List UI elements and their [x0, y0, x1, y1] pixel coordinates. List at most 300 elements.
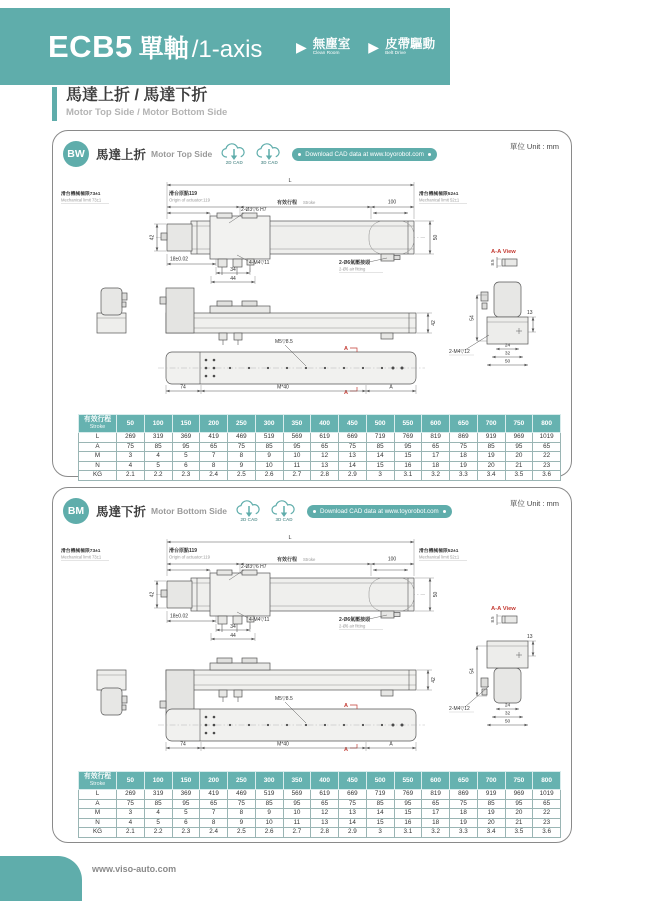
stroke-column-header: 600: [422, 415, 450, 433]
page-title: [48, 29, 262, 65]
svg-text:M5▽8.5: M5▽8.5: [275, 339, 293, 345]
unit-label: 單位 Unit : mm: [509, 142, 559, 151]
table-cell: 3.2: [422, 471, 450, 481]
table-cell: 9: [228, 461, 256, 471]
badge-clean-room-en: Clean Room: [312, 50, 340, 56]
product-type-zh: 單軸: [138, 34, 189, 63]
table-cell: 11: [283, 818, 311, 828]
table-cell: 769: [394, 790, 422, 800]
table-cell: 8: [228, 452, 256, 462]
table-cell: 3.2: [422, 828, 450, 838]
stroke-column-header: 350: [283, 415, 311, 433]
table-cell: 75: [339, 799, 367, 809]
table-cell: 3.4: [477, 471, 505, 481]
stroke-column-header: 600: [422, 772, 450, 790]
table-cell: 15: [394, 809, 422, 819]
table-cell: 1019: [533, 790, 561, 800]
table-cell: 3.3: [450, 828, 478, 838]
table-cell: 20: [505, 452, 533, 462]
table-cell: 12: [311, 452, 339, 462]
table-row: [79, 799, 561, 809]
table-cell: 5: [144, 818, 172, 828]
table-cell: 65: [533, 799, 561, 809]
svg-text:L: L: [288, 535, 292, 541]
svg-text:50: 50: [433, 591, 439, 598]
svg-text:2-Ø6 air fitting: 2-Ø6 air fitting: [339, 623, 366, 629]
table-cell: 95: [505, 799, 533, 809]
table-cell: 4: [144, 452, 172, 462]
svg-text:2-Ø6氣壓接頭: 2-Ø6氣壓接頭: [339, 617, 371, 623]
stroke-column-header: 100: [144, 415, 172, 433]
table-cell: 65: [422, 442, 450, 452]
table-cell: 569: [283, 790, 311, 800]
svg-text:32: 32: [504, 711, 511, 717]
table-row: [79, 452, 561, 462]
table-cell: 2.5: [228, 828, 256, 838]
unit-label: 單位 Unit : mm: [509, 499, 559, 508]
svg-text:34: 34: [230, 267, 236, 273]
table-cell: 369: [172, 790, 200, 800]
table-cell: 9: [228, 818, 256, 828]
stroke-column-header: 100: [144, 772, 172, 790]
table-cell: 65: [311, 442, 339, 452]
table-cell: 15: [366, 818, 394, 828]
table-cell: 2.1: [117, 471, 145, 481]
table-cell: 23: [533, 461, 561, 471]
svg-text:8.5: 8.5: [490, 259, 495, 266]
table-row: [79, 828, 561, 838]
table-cell: 95: [394, 442, 422, 452]
table-cell: 6: [172, 461, 200, 471]
table-cell: 419: [200, 790, 228, 800]
table-cell: 19: [450, 461, 478, 471]
svg-text:滑台原點119: 滑台原點119: [169, 191, 198, 197]
table-cell: 369: [172, 433, 200, 443]
table-cell: 3.5: [505, 828, 533, 838]
svg-text:Mechanical limit 73±1: Mechanical limit 73±1: [61, 554, 102, 560]
cad-3d-label: 3D CAD: [275, 517, 293, 522]
svg-text:M*40: M*40: [277, 741, 289, 748]
table-cell: 869: [450, 433, 478, 443]
stroke-column-header: 250: [228, 415, 256, 433]
table-cell: 3.6: [533, 828, 561, 838]
stroke-column-header: 150: [172, 415, 200, 433]
table-cell: 10: [283, 452, 311, 462]
svg-text:滑台機械極限73±1: 滑台機械極限73±1: [61, 192, 101, 197]
table-cell: 3: [366, 828, 394, 838]
svg-text:M5▽8.5: M5▽8.5: [275, 696, 293, 702]
section-title: [52, 87, 227, 121]
table-cell: 75: [228, 799, 256, 809]
footer-accent-block: [0, 856, 82, 901]
technical-drawing-motor-top: [53, 169, 573, 414]
table-cell: 85: [255, 799, 283, 809]
stroke-column-header: 200: [200, 772, 228, 790]
stroke-column-header: 700: [477, 772, 505, 790]
cad-3d-download[interactable]: [256, 143, 282, 165]
technical-drawing-motor-bottom: [53, 526, 573, 771]
stroke-table: [78, 414, 561, 481]
table-cell: 8: [200, 818, 228, 828]
table-cell: 65: [422, 799, 450, 809]
table-cell: 3.3: [450, 471, 478, 481]
table-cell: 15: [394, 452, 422, 462]
stroke-column-header: 200: [200, 415, 228, 433]
arrow-right-icon: ▶: [296, 38, 307, 55]
table-cell: 10: [255, 818, 283, 828]
table-cell: 3.5: [505, 471, 533, 481]
table-cell: 3: [366, 471, 394, 481]
stroke-column-header: 250: [228, 772, 256, 790]
table-cell: 75: [450, 799, 478, 809]
svg-text:50: 50: [504, 359, 511, 365]
panel-header: [63, 138, 559, 170]
table-cell: 719: [366, 433, 394, 443]
svg-text:4-M4▽11: 4-M4▽11: [249, 617, 270, 623]
table-row: [79, 471, 561, 481]
table-cell: 75: [228, 442, 256, 452]
svg-text:2-Ø6氣壓接頭: 2-Ø6氣壓接頭: [339, 260, 371, 266]
table-cell: 3.1: [394, 471, 422, 481]
table-cell: 7: [200, 809, 228, 819]
svg-text:8.5: 8.5: [490, 616, 495, 623]
svg-text:滑台原點119: 滑台原點119: [169, 548, 198, 554]
table-cell: 269: [117, 790, 145, 800]
stroke-column-header: 550: [394, 772, 422, 790]
svg-text:54: 54: [469, 668, 476, 674]
svg-text:74: 74: [180, 384, 186, 391]
svg-text:74: 74: [180, 741, 186, 748]
stroke-column-header: 700: [477, 415, 505, 433]
badge-belt-drive: [368, 36, 435, 56]
table-cell: 95: [283, 799, 311, 809]
table-cell: 95: [172, 442, 200, 452]
table-cell: 969: [505, 433, 533, 443]
table-cell: 2.6: [255, 828, 283, 838]
footer-url: www.viso-auto.com: [92, 864, 177, 874]
pill-dot: [428, 153, 431, 156]
table-row: [79, 809, 561, 819]
download-cad-label: Download CAD data at www.toyorobot.com: [305, 150, 424, 158]
table-cell: 85: [477, 799, 505, 809]
table-row: [79, 442, 561, 452]
stroke-column-header: 450: [339, 772, 367, 790]
table-cell: 95: [172, 799, 200, 809]
stroke-column-header: 450: [339, 415, 367, 433]
table-cell: 23: [533, 818, 561, 828]
download-cad-label: Download CAD data at www.toyorobot.com: [320, 507, 439, 515]
svg-text:50: 50: [433, 234, 439, 241]
table-cell: 319: [144, 433, 172, 443]
row-label: M: [79, 452, 117, 462]
row-label: N: [79, 818, 117, 828]
row-label: L: [79, 433, 117, 443]
stroke-column-header: 500: [366, 772, 394, 790]
svg-text:42: 42: [149, 591, 156, 598]
stroke-header-cell: 有效行程 Stroke: [79, 415, 117, 433]
svg-text:42: 42: [431, 320, 437, 326]
table-cell: 469: [228, 433, 256, 443]
table-cell: 2.2: [144, 471, 172, 481]
row-label: L: [79, 790, 117, 800]
stroke-column-header: 300: [255, 415, 283, 433]
svg-text:32: 32: [504, 351, 511, 357]
stroke-column-header: 800: [533, 772, 561, 790]
svg-text:2-Ø3▽6 H7: 2-Ø3▽6 H7: [241, 564, 267, 570]
download-cad-button[interactable]: [292, 148, 437, 161]
table-cell: 669: [339, 433, 367, 443]
svg-text:Mechanical limit 52±1: Mechanical limit 52±1: [419, 197, 460, 203]
table-row: [79, 433, 561, 443]
download-cad-button[interactable]: [307, 505, 452, 518]
table-cell: 819: [422, 433, 450, 443]
table-row: [79, 461, 561, 471]
table-cell: 65: [533, 442, 561, 452]
table-cell: 85: [477, 442, 505, 452]
svg-text:2-Ø3▽6 H7: 2-Ø3▽6 H7: [241, 207, 267, 213]
table-cell: 20: [477, 461, 505, 471]
table-cell: 2.6: [255, 471, 283, 481]
svg-text:Mechanical limit 52±1: Mechanical limit 52±1: [419, 554, 460, 560]
table-cell: 95: [505, 442, 533, 452]
svg-text:2-M4▽12: 2-M4▽12: [449, 349, 470, 355]
table-cell: 919: [477, 790, 505, 800]
stroke-column-header: 50: [117, 772, 145, 790]
table-cell: 2.1: [117, 828, 145, 838]
table-cell: 619: [311, 433, 339, 443]
table-cell: 14: [339, 461, 367, 471]
table-cell: 19: [477, 452, 505, 462]
table-cell: 85: [366, 799, 394, 809]
table-cell: 819: [422, 790, 450, 800]
table-cell: 7: [200, 452, 228, 462]
cad-2d-label: 2D CAD: [225, 160, 243, 165]
panel-code-badge: BM: [63, 498, 89, 524]
table-cell: 2.8: [311, 471, 339, 481]
svg-text:24: 24: [504, 343, 511, 349]
stroke-column-header: 750: [505, 772, 533, 790]
table-cell: 16: [394, 461, 422, 471]
table-cell: 3: [117, 452, 145, 462]
stroke-table-motor-top: [78, 414, 561, 481]
table-cell: 85: [366, 442, 394, 452]
table-cell: 569: [283, 433, 311, 443]
table-cell: 85: [144, 442, 172, 452]
stroke-table: [78, 771, 561, 838]
table-cell: 22: [533, 452, 561, 462]
table-cell: 75: [339, 442, 367, 452]
table-cell: 8: [228, 809, 256, 819]
table-cell: 13: [311, 461, 339, 471]
table-cell: 21: [505, 461, 533, 471]
stroke-column-header: 350: [283, 772, 311, 790]
svg-text:34: 34: [230, 624, 236, 630]
pill-dot: [313, 510, 316, 513]
table-cell: 17: [422, 809, 450, 819]
stroke-column-header: 50: [117, 415, 145, 433]
svg-text:有效行程: 有效行程: [277, 200, 298, 206]
stroke-column-header: 650: [450, 415, 478, 433]
section-title-zh: 馬達上折 / 馬達下折: [66, 87, 208, 104]
cloud-download-icon: [221, 143, 247, 161]
table-cell: 919: [477, 433, 505, 443]
table-cell: 75: [450, 442, 478, 452]
table-cell: 14: [339, 818, 367, 828]
svg-text:Stroke: Stroke: [303, 200, 316, 205]
table-cell: 2.7: [283, 828, 311, 838]
svg-text:42: 42: [149, 234, 156, 241]
svg-text:2-M4▽12: 2-M4▽12: [449, 706, 470, 712]
cad-2d-label: 2D CAD: [240, 517, 258, 522]
table-cell: 2.9: [339, 828, 367, 838]
table-cell: 12: [311, 809, 339, 819]
table-cell: 719: [366, 790, 394, 800]
svg-text:L: L: [288, 178, 292, 184]
svg-text:24: 24: [504, 703, 511, 709]
table-cell: 75: [117, 442, 145, 452]
svg-text:A-A View: A-A View: [491, 249, 516, 255]
svg-text:A: A: [344, 703, 348, 709]
row-label: M: [79, 809, 117, 819]
table-cell: 13: [339, 452, 367, 462]
table-cell: 2.3: [172, 471, 200, 481]
table-cell: 20: [477, 818, 505, 828]
table-cell: 769: [394, 433, 422, 443]
stroke-column-header: 400: [311, 415, 339, 433]
table-cell: 9: [255, 809, 283, 819]
svg-text:44: 44: [230, 633, 236, 639]
svg-text:滑台機械極限52±1: 滑台機械極限52±1: [419, 192, 459, 197]
table-cell: 19: [450, 818, 478, 828]
table-cell: 16: [394, 818, 422, 828]
badge-belt-drive-zh: 皮帶驅動: [385, 36, 436, 51]
stroke-column-header: 750: [505, 415, 533, 433]
svg-text:4-M4▽11: 4-M4▽11: [249, 260, 270, 266]
table-cell: 669: [339, 790, 367, 800]
svg-text:滑台機械極限73±1: 滑台機械極限73±1: [61, 549, 101, 554]
svg-text:42: 42: [431, 677, 437, 683]
table-cell: 5: [144, 461, 172, 471]
table-cell: 8: [200, 461, 228, 471]
panel-code-badge: BW: [63, 141, 89, 167]
table-cell: 14: [366, 809, 394, 819]
table-cell: 2.5: [228, 471, 256, 481]
cad-3d-label: 3D CAD: [260, 160, 278, 165]
row-label: KG: [79, 828, 117, 838]
table-cell: 3.4: [477, 828, 505, 838]
table-cell: 65: [311, 799, 339, 809]
table-cell: 4: [144, 809, 172, 819]
table-cell: 2.3: [172, 828, 200, 838]
table-cell: 2.2: [144, 828, 172, 838]
stroke-table-motor-bottom: [78, 771, 561, 838]
badge-belt-drive-en: Belt Drive: [385, 50, 406, 56]
svg-text:A: A: [344, 747, 348, 753]
table-cell: 2.9: [339, 471, 367, 481]
table-cell: 5: [172, 809, 200, 819]
product-name: ECB5: [48, 28, 133, 64]
svg-text:Mechanical limit 73±1: Mechanical limit 73±1: [61, 197, 102, 203]
panel-header: [63, 495, 559, 527]
table-cell: 13: [311, 818, 339, 828]
cloud-download-icon: [236, 500, 262, 518]
table-cell: 65: [200, 799, 228, 809]
table-cell: 2.4: [200, 471, 228, 481]
table-cell: 10: [255, 461, 283, 471]
panel-title-en: Motor Top Side: [151, 149, 213, 159]
row-label: N: [79, 461, 117, 471]
table-cell: 3: [117, 809, 145, 819]
table-cell: 2.7: [283, 471, 311, 481]
table-row: [79, 818, 561, 828]
table-cell: 21: [505, 818, 533, 828]
panel-title-zh: 馬達上折: [96, 148, 147, 162]
svg-text:A-A View: A-A View: [491, 606, 516, 612]
table-cell: 75: [117, 799, 145, 809]
technical-drawing: [53, 526, 573, 771]
stroke-column-header: 650: [450, 772, 478, 790]
table-cell: 1019: [533, 433, 561, 443]
table-cell: 65: [200, 442, 228, 452]
table-cell: 10: [283, 809, 311, 819]
table-cell: 869: [450, 790, 478, 800]
cad-2d-download[interactable]: [221, 143, 247, 165]
cad-3d-download[interactable]: [271, 500, 297, 522]
svg-text:A: A: [389, 384, 393, 391]
product-type-en: /1-axis: [191, 35, 263, 63]
table-cell: 269: [117, 433, 145, 443]
svg-text:100: 100: [387, 556, 397, 563]
table-cell: 619: [311, 790, 339, 800]
cloud-download-icon: [256, 143, 282, 161]
table-cell: 519: [255, 433, 283, 443]
table-cell: 2.4: [200, 828, 228, 838]
table-cell: 9: [255, 452, 283, 462]
table-cell: 17: [422, 452, 450, 462]
table-cell: 519: [255, 790, 283, 800]
table-cell: 19: [477, 809, 505, 819]
svg-text:Origin of actuator:119: Origin of actuator:119: [169, 197, 211, 203]
stroke-column-header: 550: [394, 415, 422, 433]
panel-title-en: Motor Bottom Side: [151, 506, 228, 516]
stroke-column-header: 150: [172, 772, 200, 790]
svg-text:18±0.02: 18±0.02: [170, 613, 189, 620]
cad-2d-download[interactable]: [236, 500, 262, 522]
feature-badges: [296, 36, 435, 56]
table-cell: 15: [366, 461, 394, 471]
table-cell: 4: [117, 818, 145, 828]
panel-motor-top-side: [52, 130, 572, 477]
badge-clean-room: [296, 36, 350, 56]
table-cell: 6: [172, 818, 200, 828]
svg-text:Origin of actuator:119: Origin of actuator:119: [169, 554, 211, 560]
svg-text:M*40: M*40: [277, 384, 289, 391]
table-cell: 18: [422, 461, 450, 471]
pill-dot: [443, 510, 446, 513]
svg-text:2-Ø6 air fitting: 2-Ø6 air fitting: [339, 266, 366, 272]
table-row: [79, 790, 561, 800]
table-cell: 4: [117, 461, 145, 471]
table-cell: 18: [450, 809, 478, 819]
cloud-download-icon: [271, 500, 297, 518]
table-cell: 22: [533, 809, 561, 819]
stroke-column-header: 500: [366, 415, 394, 433]
svg-text:滑台機械極限52±1: 滑台機械極限52±1: [419, 549, 459, 554]
panel-title-zh: 馬達下折: [96, 505, 147, 519]
table-cell: 2.8: [311, 828, 339, 838]
svg-text:54: 54: [469, 315, 476, 321]
svg-text:13: 13: [527, 634, 533, 640]
